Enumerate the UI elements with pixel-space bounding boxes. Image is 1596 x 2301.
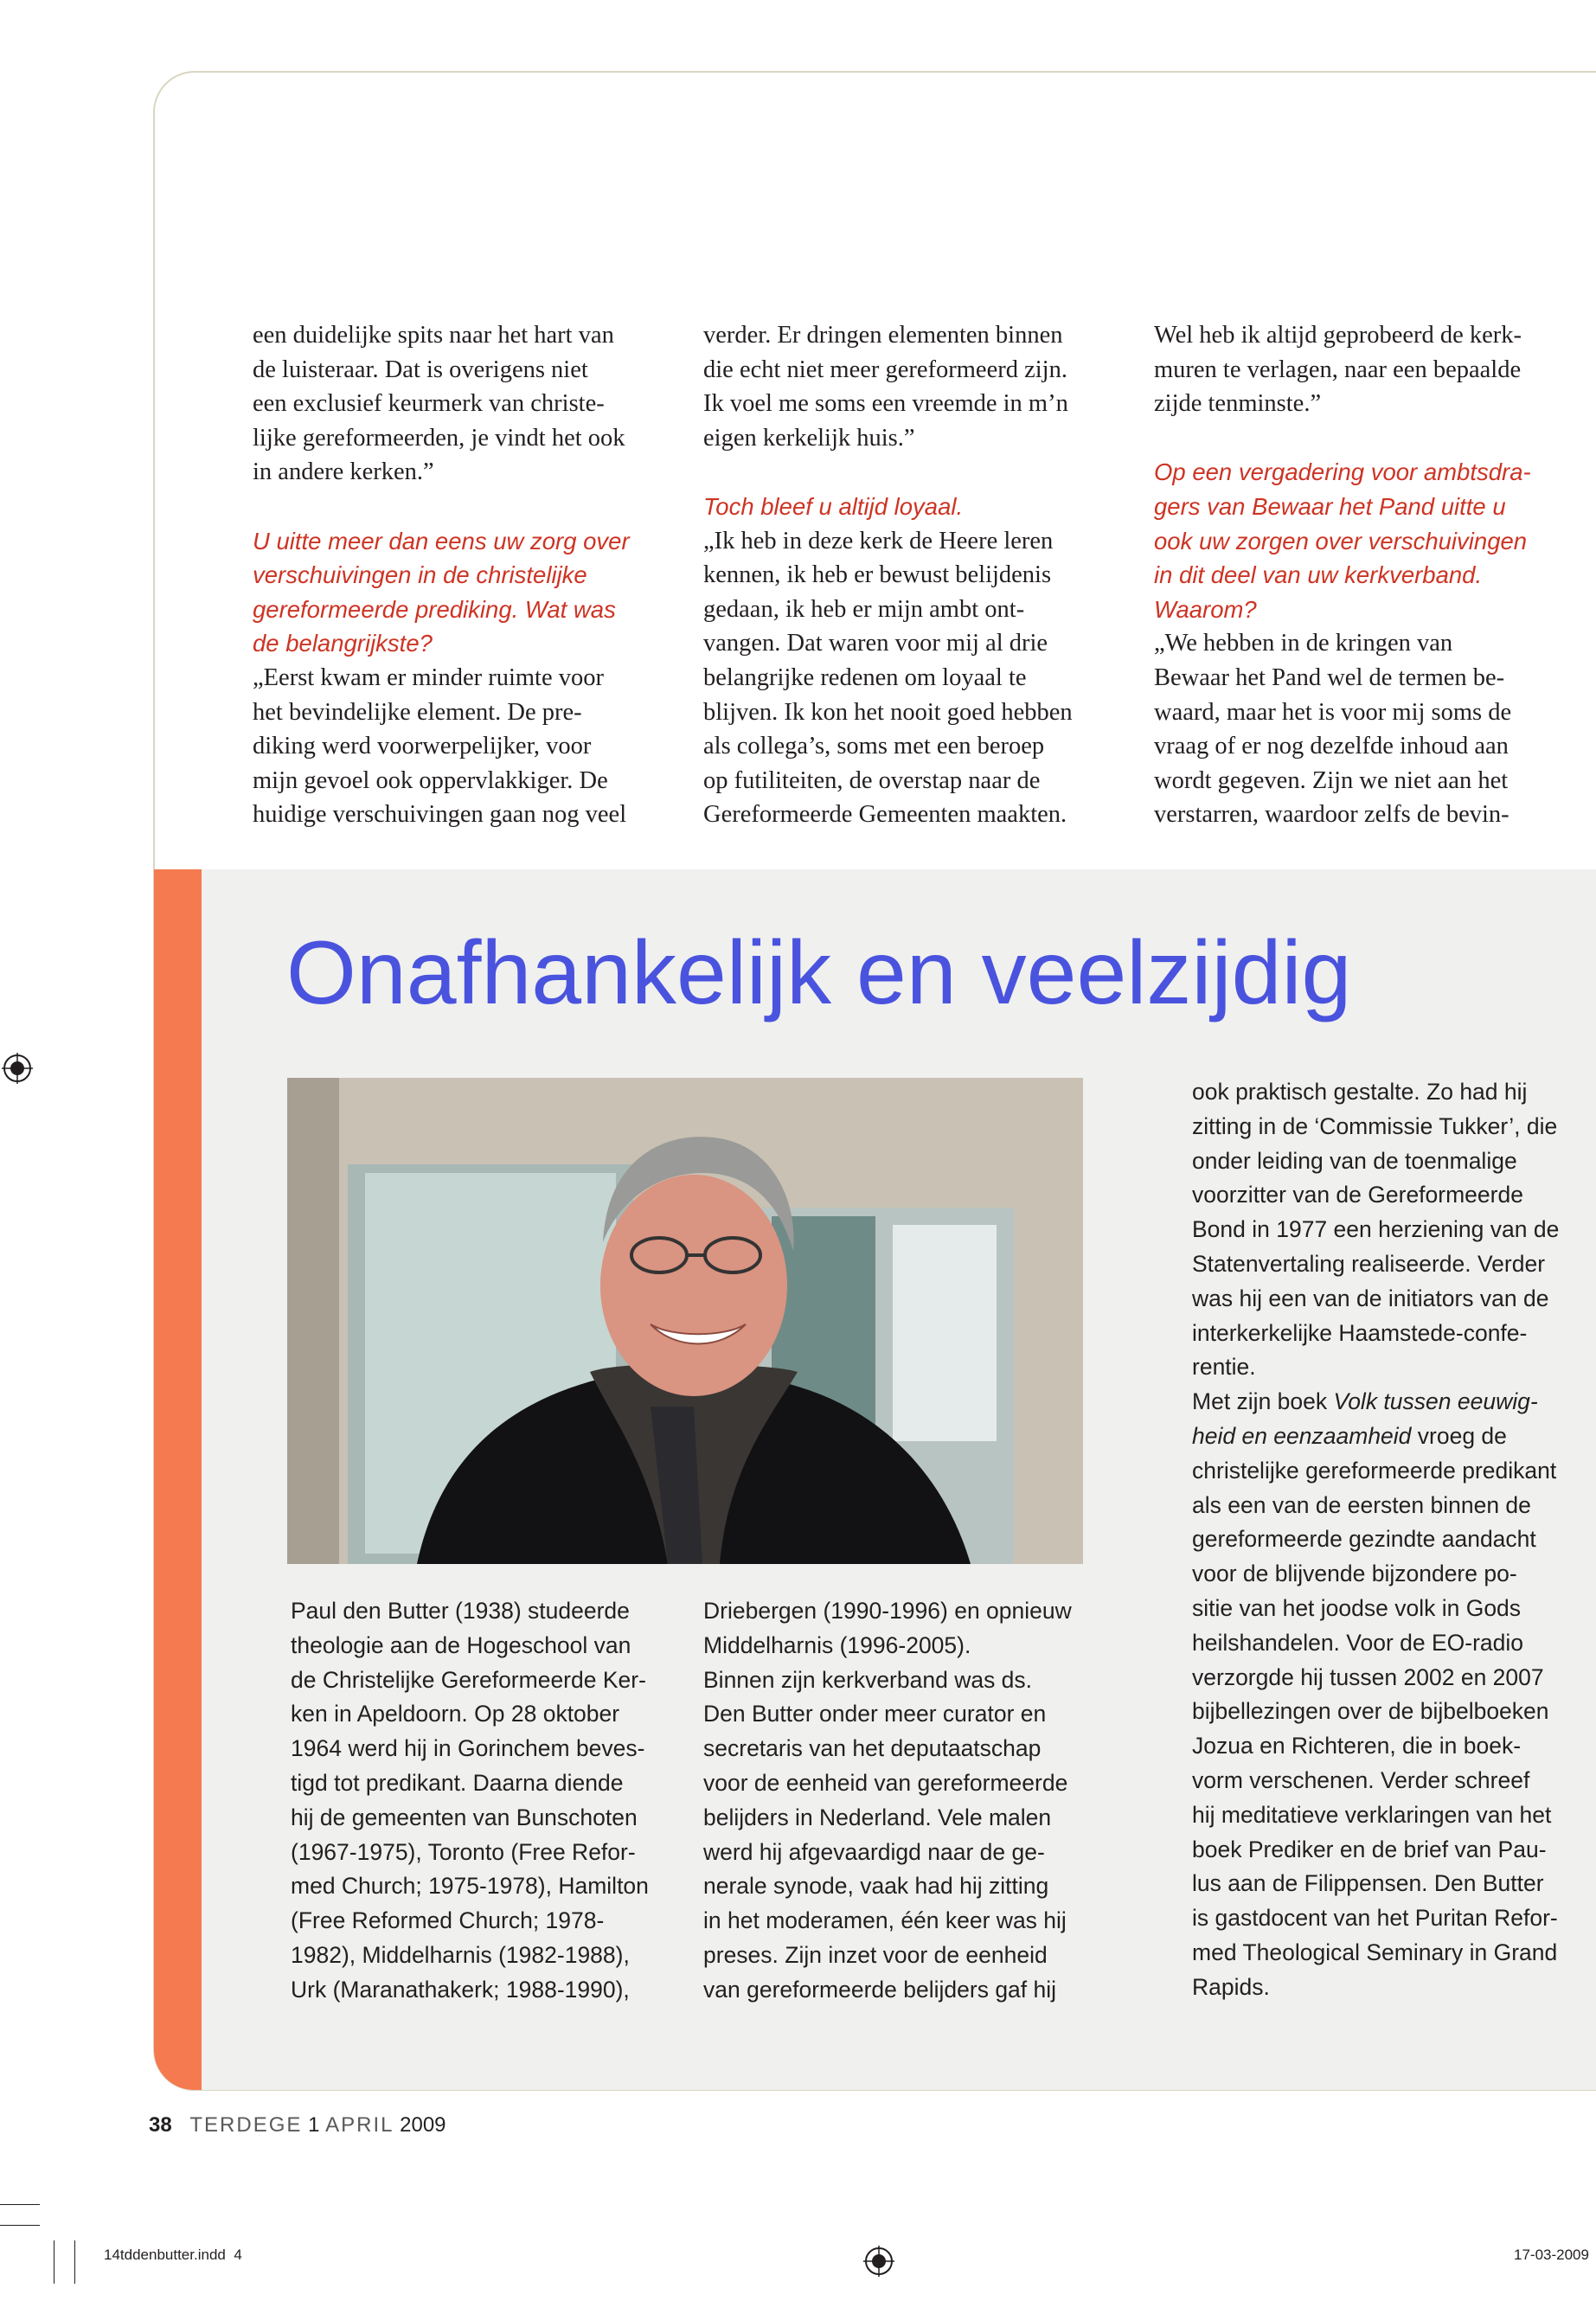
bio-line: werd hij afgevaardigd naar de ge- bbox=[703, 1838, 1045, 1865]
bio-line: verzorgde hij tussen 2002 en 2007 bbox=[1192, 1663, 1544, 1690]
portrait-photo bbox=[287, 1078, 1083, 1564]
bio-line: med Church; 1975-1978), Hamilton bbox=[291, 1873, 649, 1900]
body-paragraph: „We hebben in de kringen van Bewaar het Pand wel de termen be- waard, maar het is voor mij soms de vraag of er nog dezelfde inhoud aan wordt gegeven. Zijn we niet aan het verstarren, waardoor zelfs de bevin- bbox=[1154, 630, 1512, 829]
bio-line: Urk (Maranathakerk; 1988-1990), bbox=[291, 1976, 630, 2003]
crop-mark bbox=[0, 2225, 40, 2226]
slug-date: 17-03-2009 bbox=[1514, 2247, 1589, 2263]
bio-line: onder leiding van de toenmalige bbox=[1192, 1147, 1517, 1174]
bio-line: boek Prediker en de brief van Pau- bbox=[1192, 1836, 1547, 1862]
bio-line: Paul den Butter (1938) studeerde bbox=[291, 1598, 630, 1624]
bio-line: lus aan de Filippensen. Den Butter bbox=[1192, 1870, 1544, 1897]
bio-line: nerale synode, vaak had hij zitting bbox=[703, 1873, 1049, 1900]
bio-line: 1982), Middelharnis (1982-1988), bbox=[291, 1941, 630, 1968]
bio-line: hij de gemeenten van Bunschoten bbox=[291, 1804, 638, 1830]
body-paragraph: verder. Er dringen elementen binnen die echt niet meer gereformeerd zijn. Ik voel me soms een vreemde in m’n eigen kerkelijk huis.” bbox=[703, 322, 1068, 452]
portrait-illustration bbox=[287, 1078, 1083, 1564]
interview-question: Op een vergadering voor ambtsdra- gers van Bewaar het Pand uitte u ook uw zorgen over verschuivingen in dit deel van uw kerkverband. Waarom? bbox=[1154, 458, 1531, 623]
magazine-name: TERDEGE bbox=[189, 2113, 303, 2137]
bio-line: Jozua en Richteren, die in boek- bbox=[1192, 1733, 1522, 1759]
bio-column-right bbox=[1192, 1075, 1559, 2005]
bio-line: zitting in de ‘Commissie Tukker’, die bbox=[1192, 1112, 1558, 1139]
bio-line: sitie van het joodse volk in Gods bbox=[1192, 1594, 1522, 1621]
bio-line: Statenvertaling realiseerde. Verder bbox=[1192, 1250, 1546, 1277]
bio-line: Middelharnis (1996-2005). bbox=[703, 1631, 971, 1658]
bio-line: was hij een van de initiators van de bbox=[1192, 1285, 1549, 1311]
bio-line: heid en eenzaamheid vroeg de bbox=[1192, 1422, 1507, 1449]
bio-line: belijders in Nederland. Vele malen bbox=[703, 1804, 1052, 1830]
bio-line: is gastdocent van het Puritan Refor- bbox=[1192, 1905, 1558, 1932]
bio-line: secretaris van het deputaatschap bbox=[703, 1735, 1042, 1762]
bio-line: Driebergen (1990-1996) en opnieuw bbox=[703, 1598, 1072, 1624]
body-paragraph: Wel heb ik altijd geprobeerd de kerk- muren te verlagen, naar een bepaalde zijde tenminste.” bbox=[1154, 322, 1522, 418]
bio-line: ken in Apeldoorn. Op 28 oktober bbox=[291, 1701, 620, 1727]
article-column-3 bbox=[1154, 318, 1582, 832]
issue-date: 1 APRIL 2009 bbox=[308, 2113, 446, 2137]
bio-line: in het moderamen, één keer was hij bbox=[703, 1907, 1067, 1934]
bio-line: Bond in 1977 een herziening van de bbox=[1192, 1216, 1560, 1243]
bio-line: rentie. bbox=[1192, 1354, 1256, 1381]
registration-mark-icon bbox=[863, 2246, 894, 2277]
body-paragraph: „Ik heb in deze kerk de Heere leren kennen, ik heb er bewust belijdenis gedaan, ik heb er mijn ambt ont- vangen. Dat waren voor mij al drie belangrijke redenen om loyaal te blijven. Ik kon het nooit goed hebben als collega’s, soms met een beroep op futiliteiten, de overstap naar de Gereformeerde Gemeenten maakten. bbox=[703, 527, 1073, 829]
page-footer bbox=[149, 2113, 446, 2138]
bio-line: interkerkelijke Haamstede-confe- bbox=[1192, 1319, 1528, 1346]
accent-bar bbox=[154, 869, 202, 2090]
bio-line: voorzitter van de Gereformeerde bbox=[1192, 1182, 1523, 1208]
interview-question: U uitte meer dan eens uw zorg over verschuivingen in de christelijke gereformeerde prediking. Wat was de belangrijkste? bbox=[253, 527, 630, 657]
bio-line: ook praktisch gestalte. Zo had hij bbox=[1192, 1079, 1528, 1105]
page-number: 38 bbox=[149, 2113, 172, 2137]
bio-line: preses. Zijn inzet voor de eenheid bbox=[703, 1941, 1048, 1968]
bio-line: voor de blijvende bijzondere po- bbox=[1192, 1561, 1517, 1587]
crop-mark bbox=[0, 2204, 40, 2205]
crop-mark bbox=[74, 2240, 75, 2284]
body-paragraph: een duidelijke spits naar het hart van de luisteraar. Dat is overigens niet een exclusief keurmerk van christe- lijke gereformeerden, je vindt het ook in andere kerken.” bbox=[253, 322, 625, 486]
bio-line: (1967-1975), Toronto (Free Refor- bbox=[291, 1838, 636, 1865]
bio-line: de Christelijke Gereformeerde Ker- bbox=[291, 1666, 646, 1693]
bio-line: theologie aan de Hogeschool van bbox=[291, 1631, 631, 1658]
bio-line: Rapids. bbox=[1192, 1973, 1270, 2000]
bio-line: van gereformeerde belijders gaf hij bbox=[703, 1976, 1057, 2003]
bio-line: vorm verschenen. Verder schreef bbox=[1192, 1766, 1530, 1793]
bio-line: als een van de eersten binnen de bbox=[1192, 1491, 1531, 1518]
bio-line: Met zijn boek Volk tussen eeuwig- bbox=[1192, 1388, 1538, 1415]
box-title: Onafhankelijk en veelzijdig bbox=[286, 923, 1352, 1023]
slug-filename: 14tddenbutter.indd 4 bbox=[104, 2247, 242, 2263]
bio-line: gereformeerde gezindte aandacht bbox=[1192, 1526, 1536, 1553]
bio-column-middle bbox=[703, 1594, 1072, 2008]
bio-line: Den Butter onder meer curator en bbox=[703, 1701, 1047, 1727]
article-column-2 bbox=[703, 318, 1131, 832]
body-paragraph: „Eerst kwam er minder ruimte voor het bevindelijke element. De pre- diking werd voorwerpelijker, voor mijn gevoel ook oppervlakkiger. De huidige verschuivingen gaan nog veel bbox=[253, 663, 627, 829]
bio-line: Binnen zijn kerkverband was ds. bbox=[703, 1666, 1033, 1693]
article-column-1 bbox=[253, 318, 681, 832]
interview-question: Toch bleef u altijd loyaal. bbox=[703, 492, 964, 520]
bio-column-left bbox=[291, 1594, 649, 2008]
bio-line: tigd tot predikant. Daarna diende bbox=[291, 1769, 624, 1796]
bio-line: hij meditatieve verklaringen van het bbox=[1192, 1801, 1552, 1828]
registration-mark-icon bbox=[2, 1053, 33, 1084]
bio-line: 1964 werd hij in Gorinchem beves- bbox=[291, 1735, 645, 1762]
bio-line: voor de eenheid van gereformeerde bbox=[703, 1769, 1068, 1796]
bio-line: med Theological Seminary in Grand bbox=[1192, 1939, 1558, 1965]
bio-line: (Free Reformed Church; 1978- bbox=[291, 1907, 605, 1934]
bio-line: christelijke gereformeerde predikant bbox=[1192, 1457, 1557, 1484]
bio-line: bijbellezingen over de bijbelboeken bbox=[1192, 1698, 1549, 1725]
bio-line: heilshandelen. Voor de EO-radio bbox=[1192, 1629, 1524, 1656]
